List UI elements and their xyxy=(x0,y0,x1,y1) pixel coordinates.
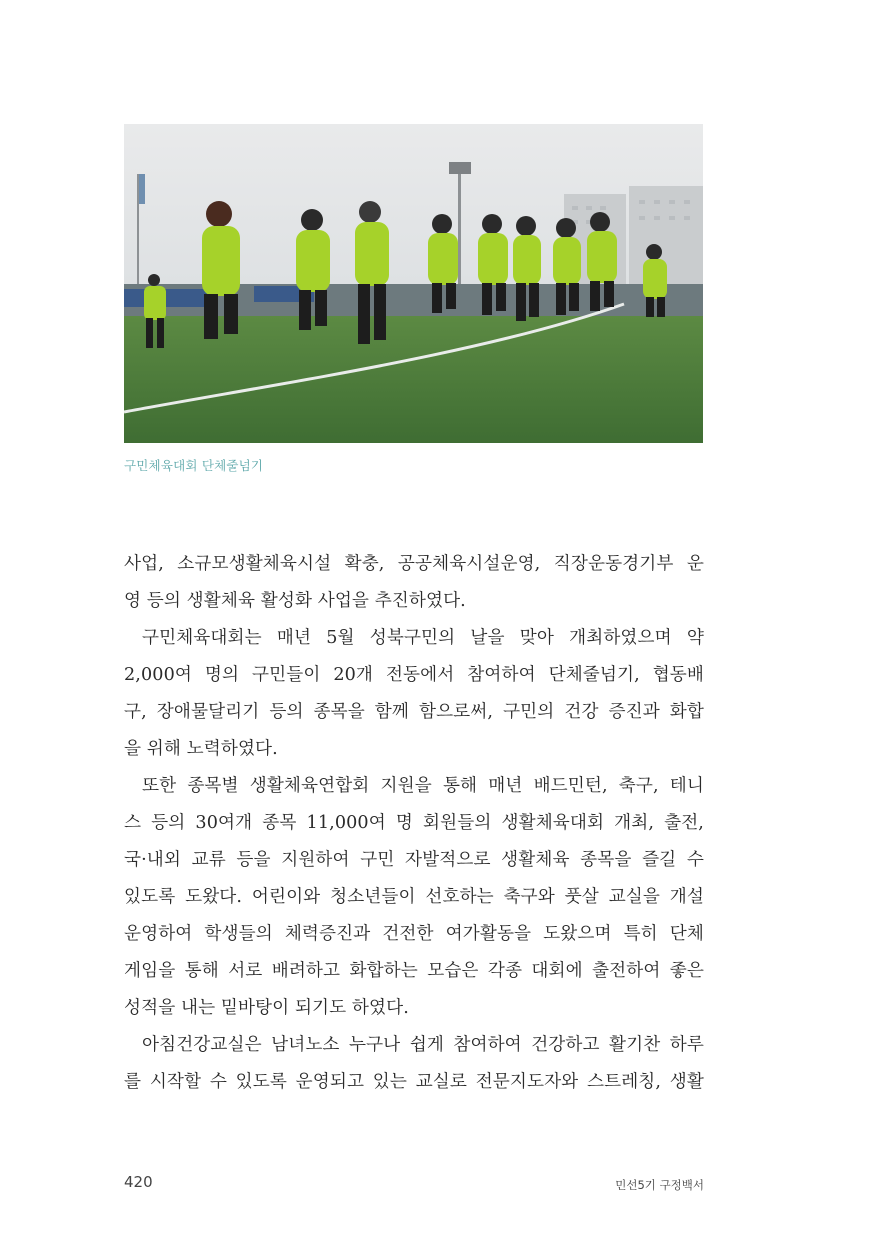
rope-jumping-photo xyxy=(124,124,703,443)
text-line: 구민체육대회는 매년 5월 성북구민의 날을 맞아 개최하였으며 약 xyxy=(142,628,704,648)
text-line: 사업, 소규모생활체육시설 확충, 공공체육시설운영, 직장운동경기부 운 xyxy=(124,554,704,574)
text-line: 있도록 도왔다. 어린이와 청소년들이 선호하는 축구와 풋살 교실을 개설 xyxy=(124,887,704,907)
photo-caption: 구민체육대회 단체줄넘기 xyxy=(124,458,264,473)
text-line: 영 등의 생활체육 활성화 사업을 추진하였다. xyxy=(124,591,466,611)
text-line: 게임을 통해 서로 배려하고 화합하는 모습은 각종 대회에 출전하여 좋은 xyxy=(124,961,704,981)
page-number: 420 xyxy=(124,1173,153,1191)
text-line: 을 위해 노력하였다. xyxy=(124,739,278,759)
text-line: 를 시작할 수 있도록 운영되고 있는 교실로 전문지도자와 스트레칭, 생활 xyxy=(124,1072,704,1092)
text-line: 2,000여 명의 구민들이 20개 전동에서 참여하여 단체줄넘기, 협동배 xyxy=(124,665,704,685)
text-line: 운영하여 학생들의 체력증진과 건전한 여가활동을 도왔으며 특히 단체 xyxy=(124,924,704,944)
text-line: 스 등의 30여개 종목 11,000여 명 회원들의 생활체육대회 개최, 출전, xyxy=(124,813,704,833)
body-text xyxy=(124,546,704,1101)
publication-title: 민선5기 구정백서 xyxy=(615,1178,704,1192)
text-line: 국·내외 교류 등을 지원하여 구민 자발적으로 생활체육 종목을 즐길 수 xyxy=(124,850,704,870)
text-line: 성적을 내는 밑바탕이 되기도 하였다. xyxy=(124,998,409,1018)
event-photo xyxy=(124,124,703,443)
text-line: 구, 장애물달리기 등의 종목을 함께 함으로써, 구민의 건강 증진과 화합 xyxy=(124,702,704,722)
text-line: 아침건강교실은 남녀노소 누구나 쉽게 참여하여 건강하고 활기찬 하루 xyxy=(142,1035,704,1055)
text-line: 또한 종목별 생활체육연합회 지원을 통해 매년 배드민턴, 축구, 테니 xyxy=(142,776,704,796)
